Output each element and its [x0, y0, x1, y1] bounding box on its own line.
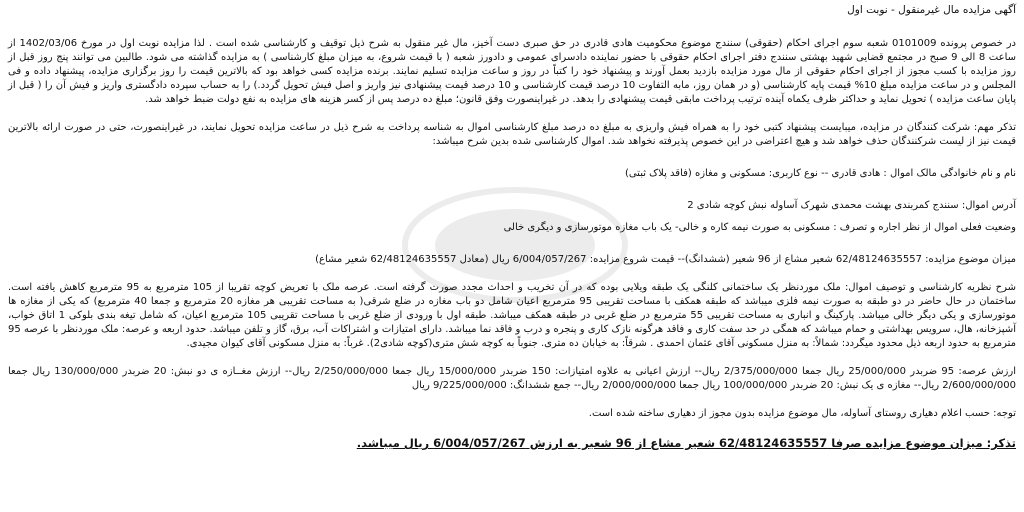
address-line: آدرس اموال: سنندج کمربندی بهشت محمدی شهرک آساوله نبش کوچه شادی 2 [687, 200, 1016, 211]
important-note: تذکر مهم: شرکت کنندگان در مزایده، میبایست پیشنهاد کتبی خود را به همراه فیش واریزی به مبلغ ده درصد مبلغ کارشناسی اموال به شناسه پرداخت به شرح ذیل در ساعت مزایده تحویل نمایند، در غیراینصورت، حتی در صورت ارائه بالاترین قیمت نیز از لیست شرکنندگان حذف خواهد شد و هیچ اعتراضی در این خصوص پذیرفته نخواهد شد. اموال کارشناسی شده بدین شرح میباشد: [8, 122, 1016, 147]
expert-opinion-paragraph: شرح نظریه کارشناسی و توصیف اموال: ملک موردنظر یک ساختمانی کلنگی یک طبقه ویلایی بوده که در آن تخریب و احداث مجدد صورت گرفته است. عرصه ملک با تعریض کوچه تقریبا از 105 مترمربع به 95 مترمربع کاهش یافته است. ساختمان در حال حاضر در دو طبقه به صورت نیمه فلزی میباشد که طبقه همکف با مساحت تقریبی 95 مترمربع اعیان شامل دو باب مغازه در ضلع شرقی( به مساحت تقریبی هر مغازه 20 مترمربع و جمعا 40 مترمربع) که یکی از مغازه ها موتورسازی و یکی دیگر خالی میباشد. پارکینگ و انباری به مساحت تقریبی 55 مترمربع در ضلع غربی در طبقه همکف میباشد. طبقه اول با ورودی از ضلع غربی با مساحت تقریبی 105 مترمربع اعیان، که شامل تیغه بندی بلوکی 1 اتاق خواب، آشپزخانه، هال، سرویس بهداشتی و حمام میباشد که همگی در حد سفت کاری و فاقد هرگونه نازک کاری و پنجره و درب و فاقد نما میباشد. دارای امتیازات و اشتراکات آب، برق، گاز و تلفن میباشد. حدود اربعه و عرصه: ملک موردنظر با عرصه 95 مترمربع به حدود اربعه ذیل محدود میگردد: شمالاً: به منزل مسکونی آقای عثمان احمدی . شرقاً: به خیابان ده متری. جنوباً به کوچه شش متری(کوچه شادی2). غرباً: به منزل مسکونی آقای کیوان مجیدی. [8, 282, 1017, 349]
owner-line: نام و نام خانوادگی مالک اموال : هادی قادری -- نوع کاربری: مسکونی و مغازه (فاقد پلاک ثبتی) [624, 168, 1016, 179]
notice-title: آگهی مزایده مال غیرمنقول - نوبت اول [847, 4, 1016, 16]
auction-share-line: میزان موضوع مزایده: 62/48124635557 شعیر مشاع از 96 شعیر (ششدانگ)-- قیمت شروع مزایده: 6/004/057/267 ریال (معادل 62/48124635557 شعیر مشاع) [315, 254, 1016, 265]
attention-note: توجه: حسب اعلام دهیاری روستای آساوله، مال موضوع مزایده بدون مجوز از دهیاری ساخته شده است. [588, 408, 1016, 419]
intro-paragraph: در خصوص پرونده 0101009 شعبه سوم اجرای احکام (حقوقی) سنندج موضوع محکومیت هادی قادری در حق صبری دست آخیز، مال غیر منقول به شرح ذیل توقیف و کارشناسی شده است . لذا مزایده نوبت اول در مورخ 1402/03/06 از ساعت 8 الی 9 صبح در مجتمع قضایی شهید بهشتی سنندج دفتر اجرای احکام حقوقی با حضور نماینده دادسرای عمومی و دادورز شعبه ( با قیمت شروع، به میزان مبلغ کارشناسی ) به مزایده گذاشته می شود. طالبین می توانند پنج روز قبل از روز مزایده با کسب مجوز از اجرای احکام حقوقی از مال مورد مزایده بازدید بعمل آورند و پیشنهاد خود را کتباً در روز و ساعت مزایده تسلیم نمایند. برنده مزایده کسی خواهد بود که بالاترین قیمت را روز برگزاری مزایده، پیشنهاد داده و فی المجلس و در ساعت مزایده مبلغ 10% قیمت پایه کارشناسی (و در همان روز، مابه التفاوت 10 درصد قیمت کارشناسی و 10 درصد قیمت پیشنهادی نیز واریز و اصل فیش تحویل گردد.) را به حساب سپرده دادگستری واریز و فیش آن را ( قبل از پایان ساعت مزایده ) تحویل نماید و حداکثر ظرف یکماه آینده ترتیب پرداخت مابقی قیمت پیشنهادی را بدهد. در غیراینصورت وفق قانون؛ مبلغ ده درصد پس از کسر هزینه های مزایده به نفع دولت ضبط خواهد شد. [8, 38, 1016, 105]
valuation-paragraph: ارزش عرصه: 95 ضربدر 25/000/000 ریال جمعا 2/375/000/000 ریال-- ارزش اعیانی به علاوه امتیازات: 150 ضربدر 15/000/000 ریال جمعا 2/250/000/000 ریال-- ارزش مغــازه ی دو نبش: 20 ضربدر 130/000/000 ریال جمعا 2/600/000/000 ریال-- مغازه ی یک نبش: 20 ضربدر 100/000/000 ریال جمعا 2/000/000/000 ریال-- جمع ششدانگ: 9/225/000/000 ریال [8, 366, 1016, 391]
occupancy-line: وضعیت فعلی اموال از نظر اجاره و تصرف : مسکونی به صورت نیمه کاره و خالی- یک باب مغازه موتورسازی و دیگری خالی [503, 222, 1016, 233]
final-note: تذکر: میزان موضوع مزایده صرفا 62/48124635557 شعیر مشاع از 96 شعیر به ارزش 6/004/057/267 ریال میباشد. [356, 436, 1016, 450]
